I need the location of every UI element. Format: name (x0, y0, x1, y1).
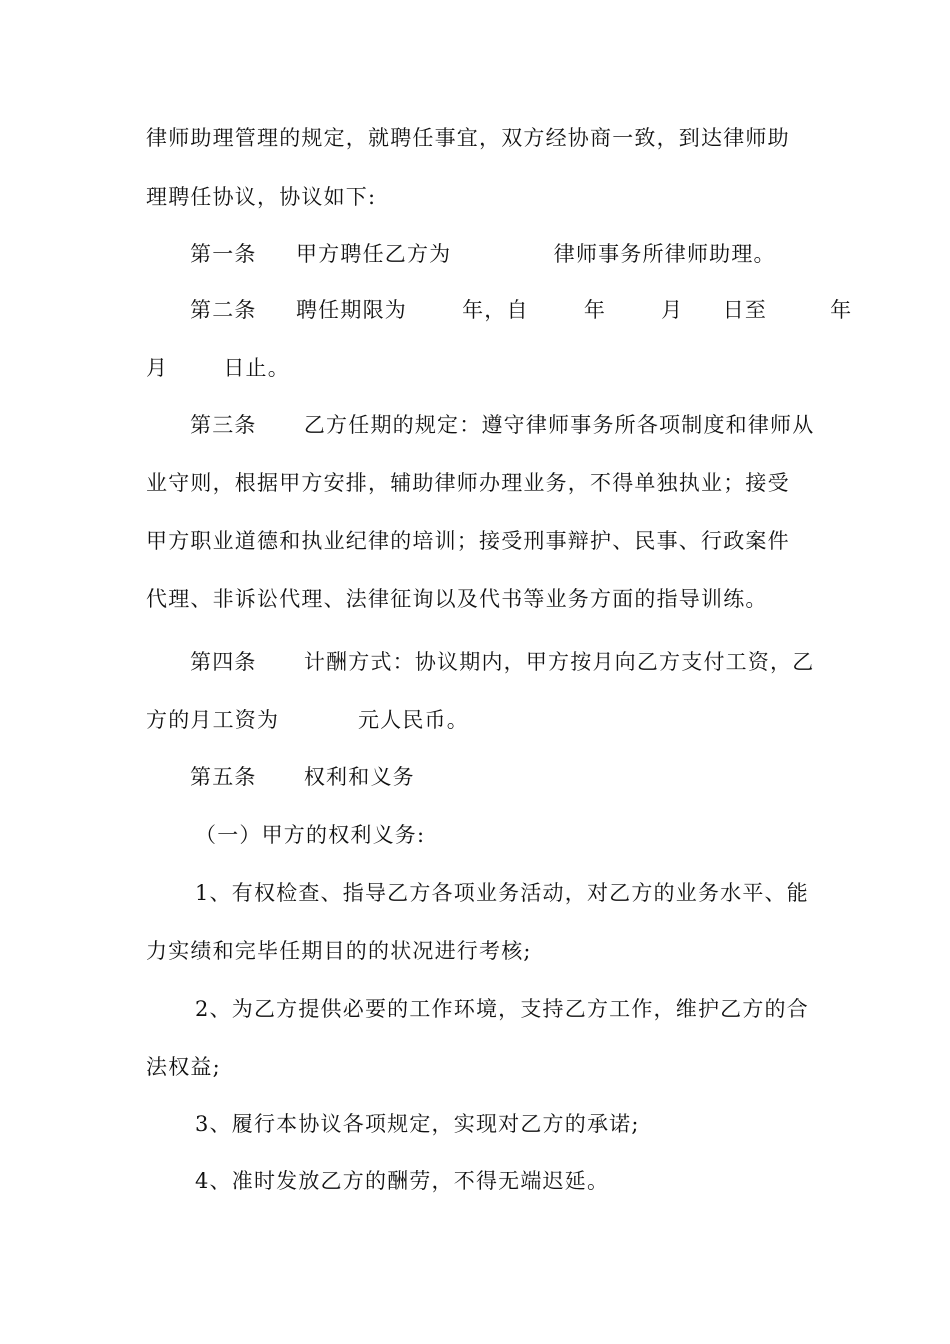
text-line: 理聘任协议，协议如下: (146, 185, 377, 209)
article-1: 第一条 甲方聘任乙方为 律师事务所律师助理。 (190, 242, 776, 266)
text-line: 业守则，根据甲方安排，辅助律师办理业务，不得单独执业；接受 (146, 471, 790, 495)
article-5: 第五条 权利和义务 (190, 765, 415, 789)
list-item: 3、履行本协议各项规定，实现对乙方的承诺; (195, 1112, 640, 1136)
article-2: 第二条 聘任期限为 年，自 年 月 日至 年 (190, 298, 853, 322)
list-item: 2、为乙方提供必要的工作环境，支持乙方工作，维护乙方的合 (195, 997, 809, 1021)
text-line: 法权益; (146, 1055, 221, 1079)
section-heading: （一）甲方的权利义务: (195, 823, 426, 847)
article-3: 第三条 乙方任期的规定：遵守律师事务所各项制度和律师从 (190, 413, 815, 437)
list-item: 4、准时发放乙方的酬劳，不得无端迟延。 (195, 1169, 610, 1193)
text-line: 甲方职业道德和执业纪律的培训；接受刑事辩护、民事、行政案件 (146, 529, 790, 553)
text-line: 方的月工资为 元人民币。 (146, 708, 469, 732)
article-4: 第四条 计酬方式：协议期内，甲方按月向乙方支付工资，乙 (190, 650, 815, 674)
text-line: 律师助理管理的规定，就聘任事宜，双方经协商一致，到达律师助 (146, 126, 790, 150)
text-line: 代理、非诉讼代理、法律征询以及代书等业务方面的指导训练。 (146, 587, 768, 611)
text-line: 力实绩和完毕任期目的的状况进行考核; (146, 939, 532, 963)
list-item: 1、有权检查、指导乙方各项业务活动，对乙方的业务水平、能 (195, 881, 809, 905)
text-line: 月 日止。 (146, 356, 290, 380)
